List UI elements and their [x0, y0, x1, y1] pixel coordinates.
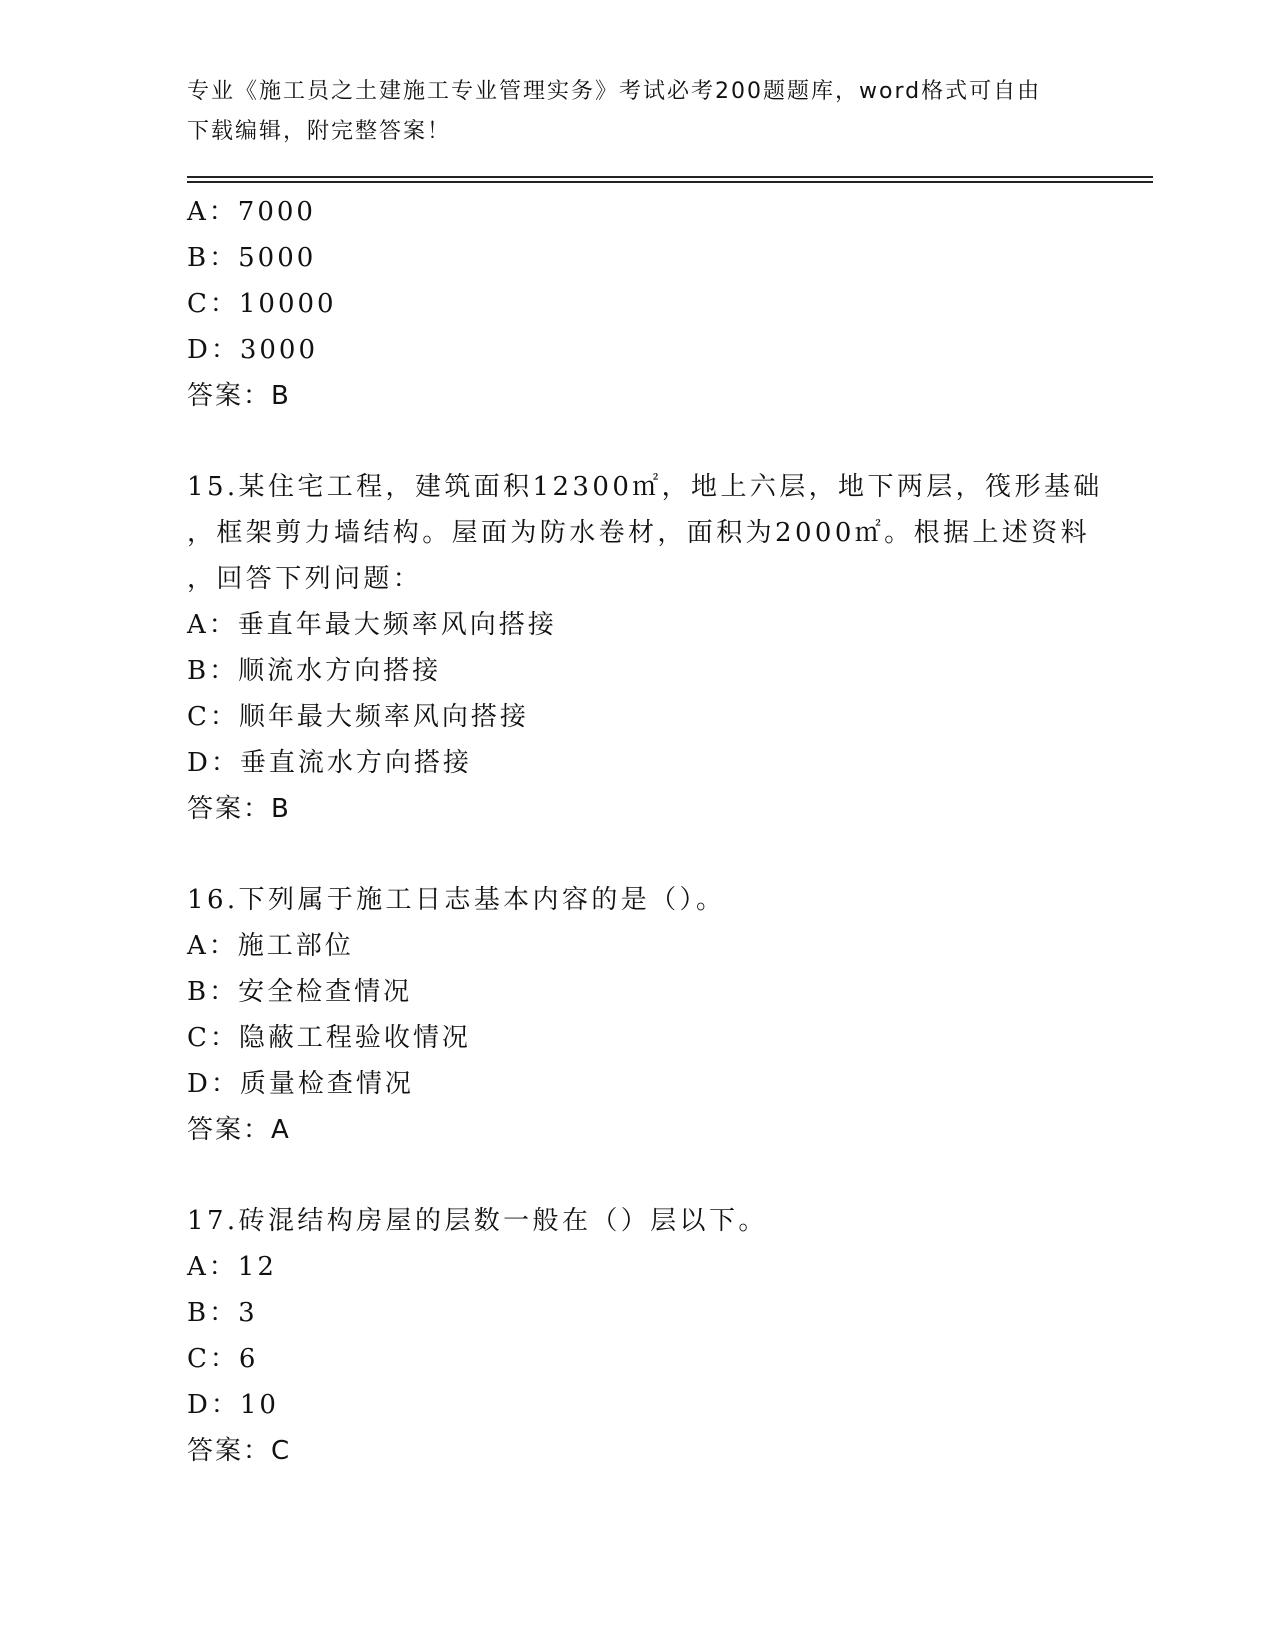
- q16-answer: 答案：A: [187, 1115, 291, 1145]
- header-line-2: 下载编辑，附完整答案！: [187, 119, 452, 144]
- q15-option-d: D：垂直流水方向搭接: [187, 748, 472, 778]
- q15-stem-line-1: 15.某住宅工程，建筑面积12300㎡，地上六层，地下两层，筏形基础: [187, 472, 1103, 502]
- q16-option-a: A：施工部位: [187, 931, 354, 961]
- header-divider-top: [187, 176, 1153, 178]
- q17-option-a: A：12: [187, 1252, 277, 1282]
- document-header: [187, 72, 1067, 152]
- prev-answer: 答案：B: [187, 381, 291, 411]
- q17-option-d: D：10: [187, 1390, 279, 1420]
- prev-option-c: C：10000: [187, 289, 337, 319]
- q16-option-c: C：隐蔽工程验收情况: [187, 1023, 471, 1053]
- q17-option-b: B：3: [187, 1298, 258, 1328]
- q15-option-c: C：顺年最大频率风向搭接: [187, 702, 529, 732]
- q16-option-b: B：安全检查情况: [187, 977, 413, 1007]
- prev-option-d: D：3000: [187, 335, 319, 365]
- q16-stem: 16.下列属于施工日志基本内容的是（）。: [187, 885, 726, 915]
- q17-stem: 17.砖混结构房屋的层数一般在（）层以下。: [187, 1206, 768, 1236]
- prev-option-a: A：7000: [187, 197, 316, 227]
- q16-option-d: D：质量检查情况: [187, 1069, 414, 1099]
- q15-option-b: B：顺流水方向搭接: [187, 656, 442, 686]
- q15-answer: 答案：B: [187, 794, 291, 824]
- prev-option-b: B：5000: [187, 243, 317, 273]
- q15-stem-line-2: ，框架剪力墙结构。屋面为防水卷材，面积为2000㎡。根据上述资料: [187, 518, 1090, 548]
- q15-stem-line-3: ，回答下列问题：: [187, 564, 423, 594]
- q17-option-c: C：6: [187, 1344, 259, 1374]
- header-line-1: 专业《施工员之土建施工专业管理实务》考试必考200题题库，word格式可自由: [187, 79, 1042, 104]
- q15-option-a: A：垂直年最大频率风向搭接: [187, 610, 557, 640]
- header-divider-bottom: [187, 181, 1153, 183]
- q17-answer: 答案：C: [187, 1436, 292, 1466]
